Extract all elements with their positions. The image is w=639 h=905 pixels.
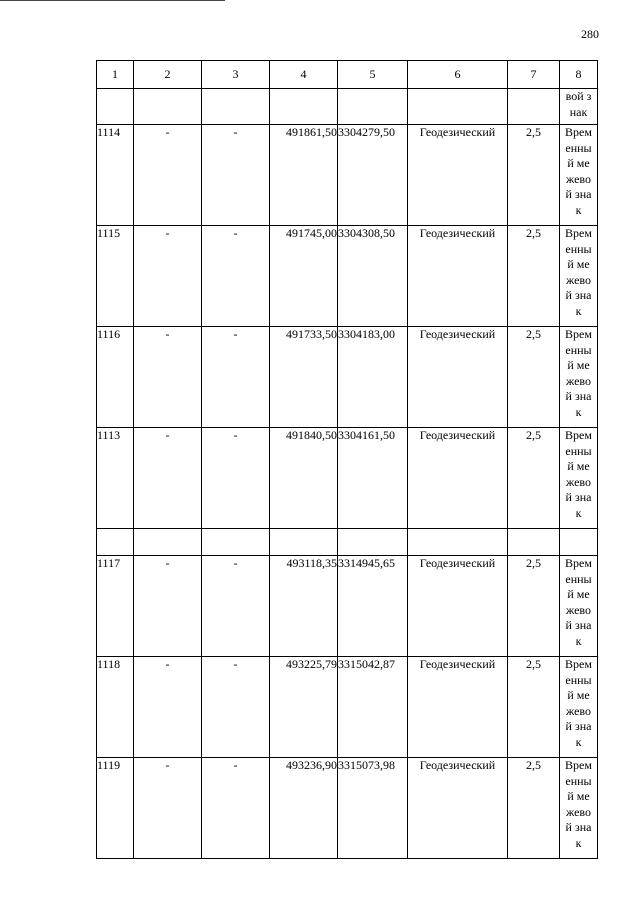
note-cell <box>560 657 598 758</box>
table-body <box>97 61 598 859</box>
header-cell-6: 6 <box>408 61 508 89</box>
empty-cell <box>97 89 134 125</box>
header-cell-4: 4 <box>270 61 338 89</box>
empty-cell <box>202 529 270 556</box>
empty-cell <box>508 89 560 125</box>
note-text: Временный межевой знак <box>565 556 592 648</box>
empty-cell <box>134 89 202 125</box>
top-rule <box>0 0 225 1</box>
column-3-cell: - <box>202 556 270 657</box>
x-coordinate-cell: 493236,90 <box>270 758 338 859</box>
note-cell <box>560 758 598 859</box>
note-cell <box>560 327 598 428</box>
note-text: Временный межевой знак <box>565 657 592 749</box>
empty-cell <box>338 89 408 125</box>
continuation-note: вой знак <box>565 89 592 119</box>
method-cell: Геодезический <box>408 657 508 758</box>
table-row <box>97 226 598 327</box>
header-cell-2: 2 <box>134 61 202 89</box>
note-cell <box>560 125 598 226</box>
header-cell-7: 7 <box>508 61 560 89</box>
method-cell: Геодезический <box>408 428 508 529</box>
separator-row <box>97 529 598 556</box>
column-3-cell: - <box>202 226 270 327</box>
method-cell: Геодезический <box>408 758 508 859</box>
page-number: 280 <box>581 27 599 41</box>
note-text: Временный межевой знак <box>565 428 592 520</box>
note-text: Временный межевой знак <box>565 327 592 419</box>
x-coordinate-cell: 491745,00 <box>270 226 338 327</box>
point-id-cell: 1116 <box>97 327 134 428</box>
column-2-cell: - <box>134 657 202 758</box>
column-2-cell: - <box>134 226 202 327</box>
column-3-cell: - <box>202 657 270 758</box>
y-coordinate-cell: 3304183,00 <box>338 327 408 428</box>
empty-cell <box>202 89 270 125</box>
table-row <box>97 125 598 226</box>
column-3-cell: - <box>202 758 270 859</box>
accuracy-cell: 2,5 <box>508 125 560 226</box>
column-2-cell: - <box>134 327 202 428</box>
y-coordinate-cell: 3304279,50 <box>338 125 408 226</box>
accuracy-cell: 2,5 <box>508 657 560 758</box>
point-id-cell: 1115 <box>97 226 134 327</box>
table-row <box>97 428 598 529</box>
empty-cell <box>338 529 408 556</box>
header-row <box>97 61 598 89</box>
header-cell-3: 3 <box>202 61 270 89</box>
column-2-cell: - <box>134 758 202 859</box>
header-cell-8: 8 <box>560 61 598 89</box>
continuation-note-cell <box>560 89 598 125</box>
boundary-points-table <box>96 60 598 859</box>
accuracy-cell: 2,5 <box>508 226 560 327</box>
empty-cell <box>134 529 202 556</box>
column-2-cell: - <box>134 428 202 529</box>
y-coordinate-cell: 3314945,65 <box>338 556 408 657</box>
empty-cell <box>97 529 134 556</box>
y-coordinate-cell: 3315042,87 <box>338 657 408 758</box>
accuracy-cell: 2,5 <box>508 327 560 428</box>
continuation-row <box>97 89 598 125</box>
column-2-cell: - <box>134 556 202 657</box>
header-cell-1: 1 <box>97 61 134 89</box>
point-id-cell: 1114 <box>97 125 134 226</box>
table-row <box>97 327 598 428</box>
empty-cell <box>560 529 598 556</box>
note-text: Временный межевой знак <box>565 758 592 850</box>
point-id-cell: 1118 <box>97 657 134 758</box>
empty-cell <box>508 529 560 556</box>
y-coordinate-cell: 3304308,50 <box>338 226 408 327</box>
method-cell: Геодезический <box>408 226 508 327</box>
x-coordinate-cell: 491840,50 <box>270 428 338 529</box>
note-cell <box>560 428 598 529</box>
x-coordinate-cell: 491861,50 <box>270 125 338 226</box>
note-cell <box>560 556 598 657</box>
point-id-cell: 1113 <box>97 428 134 529</box>
empty-cell <box>270 89 338 125</box>
empty-cell <box>408 529 508 556</box>
table-row <box>97 556 598 657</box>
table-row <box>97 657 598 758</box>
method-cell: Геодезический <box>408 556 508 657</box>
note-text: Временный межевой знак <box>565 125 592 217</box>
y-coordinate-cell: 3304161,50 <box>338 428 408 529</box>
column-3-cell: - <box>202 428 270 529</box>
point-id-cell: 1117 <box>97 556 134 657</box>
column-3-cell: - <box>202 327 270 428</box>
note-cell <box>560 226 598 327</box>
header-cell-5: 5 <box>338 61 408 89</box>
table-row <box>97 758 598 859</box>
method-cell: Геодезический <box>408 327 508 428</box>
column-3-cell: - <box>202 125 270 226</box>
accuracy-cell: 2,5 <box>508 428 560 529</box>
column-2-cell: - <box>134 125 202 226</box>
y-coordinate-cell: 3315073,98 <box>338 758 408 859</box>
empty-cell <box>270 529 338 556</box>
x-coordinate-cell: 493225,79 <box>270 657 338 758</box>
accuracy-cell: 2,5 <box>508 556 560 657</box>
x-coordinate-cell: 493118,35 <box>270 556 338 657</box>
accuracy-cell: 2,5 <box>508 758 560 859</box>
note-text: Временный межевой знак <box>565 226 592 318</box>
empty-cell <box>408 89 508 125</box>
x-coordinate-cell: 491733,50 <box>270 327 338 428</box>
point-id-cell: 1119 <box>97 758 134 859</box>
method-cell: Геодезический <box>408 125 508 226</box>
